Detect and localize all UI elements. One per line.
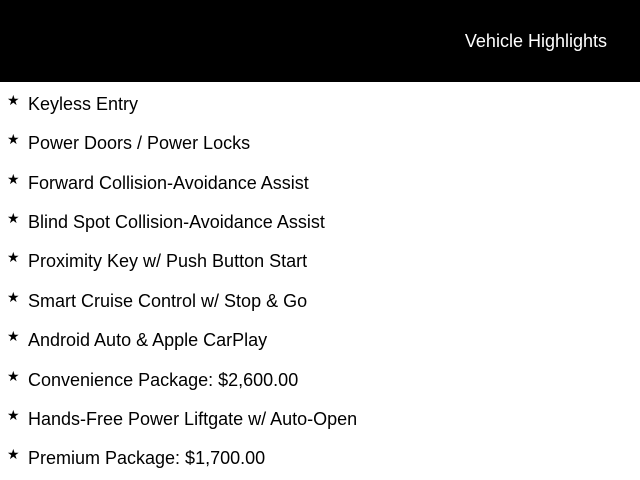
highlight-label: Hands-Free Power Liftgate w/ Auto-Open xyxy=(28,409,358,429)
vehicle-highlights-header xyxy=(0,0,640,82)
star-icon: ★ xyxy=(7,250,20,266)
list-item xyxy=(0,123,640,162)
highlights-list xyxy=(0,82,640,480)
list-item xyxy=(0,84,640,123)
list-item xyxy=(0,202,640,241)
star-icon: ★ xyxy=(7,172,20,188)
highlight-label: Keyless Entry xyxy=(28,94,139,114)
highlight-label: Blind Spot Collision-Avoidance Assist xyxy=(28,212,325,232)
highlight-label: Power Doors / Power Locks xyxy=(28,133,251,153)
star-icon: ★ xyxy=(7,369,20,385)
star-icon: ★ xyxy=(7,447,20,463)
list-item xyxy=(0,320,640,359)
list-item xyxy=(0,438,640,477)
star-icon: ★ xyxy=(7,93,20,109)
star-icon: ★ xyxy=(7,408,20,424)
highlight-label: Android Auto & Apple CarPlay xyxy=(28,330,268,350)
highlight-label: Convenience Package: $2,600.00 xyxy=(28,370,299,390)
highlight-label: Forward Collision-Avoidance Assist xyxy=(28,173,309,193)
list-item xyxy=(0,241,640,280)
star-icon: ★ xyxy=(7,211,20,227)
star-icon: ★ xyxy=(7,290,20,306)
list-item xyxy=(0,281,640,320)
page-title: Vehicle Highlights xyxy=(464,31,607,51)
list-item xyxy=(0,163,640,202)
list-item xyxy=(0,360,640,399)
highlight-label: Proximity Key w/ Push Button Start xyxy=(28,251,308,271)
star-icon: ★ xyxy=(7,132,20,148)
star-icon: ★ xyxy=(7,329,20,345)
list-item xyxy=(0,399,640,438)
highlight-label: Smart Cruise Control w/ Stop & Go xyxy=(28,291,308,311)
highlight-label: Premium Package: $1,700.00 xyxy=(28,448,266,468)
